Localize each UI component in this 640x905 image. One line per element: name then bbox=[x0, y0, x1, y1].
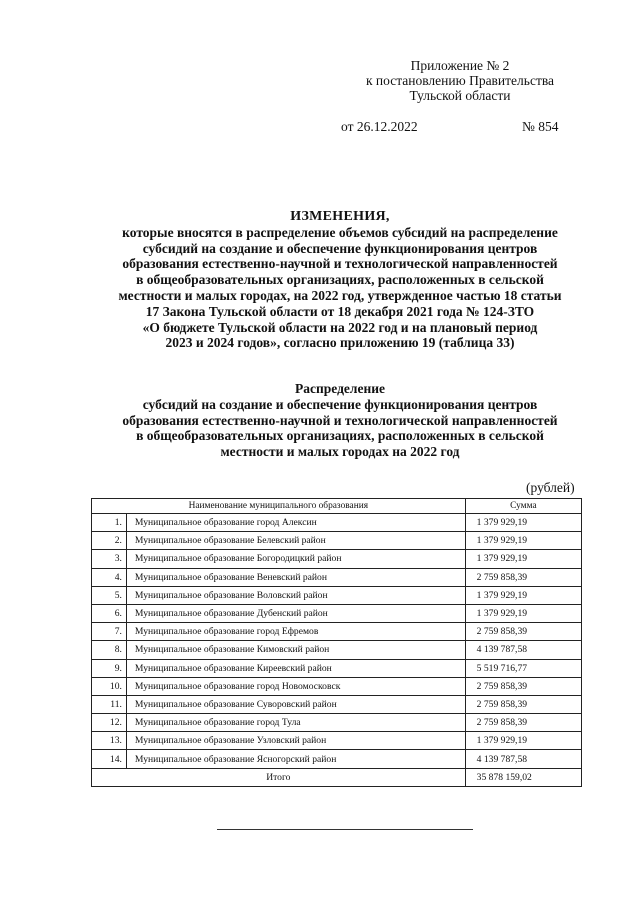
row-sum: 2 759 858,39 bbox=[465, 568, 581, 586]
total-label: Итого bbox=[92, 768, 466, 786]
row-sum: 2 759 858,39 bbox=[465, 695, 581, 713]
table-row bbox=[92, 732, 582, 750]
row-number: 10. bbox=[92, 677, 127, 695]
table-total-row bbox=[92, 768, 582, 786]
table-row bbox=[92, 641, 582, 659]
table-row bbox=[92, 677, 582, 695]
row-name: Муниципальное образование город Алексин bbox=[126, 514, 465, 532]
row-number: 9. bbox=[92, 659, 127, 677]
row-number: 2. bbox=[92, 532, 127, 550]
row-name: Муниципальное образование Узловский район bbox=[126, 732, 465, 750]
row-number: 5. bbox=[92, 586, 127, 604]
changes-heading-line: местности и малых городах, на 2022 год, утвержденное частью 18 статьи bbox=[118, 287, 562, 303]
appendix-header bbox=[340, 58, 580, 103]
changes-heading-line: субсидий на создание и обеспечение функционирования центров bbox=[142, 240, 538, 256]
table-row bbox=[92, 604, 582, 622]
header-sum: Сумма bbox=[465, 499, 581, 514]
row-name: Муниципальное образование Веневский район bbox=[126, 568, 465, 586]
row-sum: 2 759 858,39 bbox=[465, 714, 581, 732]
table-header-row bbox=[92, 499, 582, 514]
changes-heading-line: 2023 и 2024 годов», согласно приложению 19 (таблица 33) bbox=[165, 335, 515, 351]
row-number: 8. bbox=[92, 641, 127, 659]
row-name: Муниципальное образование Воловский район bbox=[126, 586, 465, 604]
row-sum: 4 139 787,58 bbox=[465, 750, 581, 768]
appendix-reference: к постановлению Правительства bbox=[365, 73, 555, 88]
distribution-heading-line: местности и малых городах на 2022 год bbox=[220, 444, 460, 460]
row-sum: 4 139 787,58 bbox=[465, 641, 581, 659]
changes-heading-line: 17 Закона Тульской области от 18 декабря 2021 года № 124-ЗТО bbox=[145, 303, 535, 319]
table-row bbox=[92, 695, 582, 713]
row-sum: 1 379 929,19 bbox=[465, 586, 581, 604]
row-name: Муниципальное образование Дубенский район bbox=[126, 604, 465, 622]
row-sum: 1 379 929,19 bbox=[465, 514, 581, 532]
row-number: 4. bbox=[92, 568, 127, 586]
appendix-number: Приложение № 2 bbox=[410, 58, 510, 73]
changes-heading-line: которые вносятся в распределение объемов субсидий на распределение bbox=[122, 224, 558, 240]
closing-divider bbox=[217, 829, 473, 830]
table-row bbox=[92, 586, 582, 604]
row-sum: 5 519 716,77 bbox=[465, 659, 581, 677]
table-row bbox=[92, 532, 582, 550]
row-name: Муниципальное образование город Тула bbox=[126, 714, 465, 732]
units-label: (рублей) bbox=[526, 480, 575, 495]
decree-number: № 854 bbox=[522, 119, 559, 134]
row-sum: 2 759 858,39 bbox=[465, 623, 581, 641]
distribution-heading bbox=[80, 381, 600, 460]
table-row bbox=[92, 623, 582, 641]
table-row bbox=[92, 514, 582, 532]
row-number: 11. bbox=[92, 695, 127, 713]
changes-heading-line: «О бюджете Тульской области на 2022 год и на плановый период bbox=[142, 319, 538, 335]
table-row bbox=[92, 750, 582, 768]
distribution-heading-line: субсидий на создание и обеспечение функционирования центров bbox=[142, 396, 538, 412]
row-number: 14. bbox=[92, 750, 127, 768]
total-sum: 35 878 159,02 bbox=[465, 768, 581, 786]
distribution-table bbox=[91, 498, 582, 787]
appendix-region: Тульской области bbox=[409, 88, 511, 103]
decree-date: от 26.12.2022 bbox=[341, 119, 418, 134]
table-row bbox=[92, 714, 582, 732]
row-number: 13. bbox=[92, 732, 127, 750]
row-number: 12. bbox=[92, 714, 127, 732]
row-number: 7. bbox=[92, 623, 127, 641]
row-name: Муниципальное образование Белевский район bbox=[126, 532, 465, 550]
row-sum: 1 379 929,19 bbox=[465, 732, 581, 750]
distribution-title: Распределение bbox=[294, 381, 386, 396]
row-sum: 1 379 929,19 bbox=[465, 604, 581, 622]
table-row bbox=[92, 659, 582, 677]
row-number: 3. bbox=[92, 550, 127, 568]
changes-heading-line: в общеобразовательных организациях, расположенных в сельской bbox=[136, 272, 544, 288]
table-row bbox=[92, 550, 582, 568]
changes-title: ИЗМЕНЕНИЯ, bbox=[290, 209, 390, 224]
changes-heading-line: образования естественно-научной и технологической направленностей bbox=[122, 256, 558, 272]
row-sum: 2 759 858,39 bbox=[465, 677, 581, 695]
distribution-heading-line: в общеобразовательных организациях, расположенных в сельской bbox=[136, 428, 544, 444]
row-name: Муниципальное образование Киреевский район bbox=[126, 659, 465, 677]
row-name: Муниципальное образование город Новомосковск bbox=[126, 677, 465, 695]
row-sum: 1 379 929,19 bbox=[465, 550, 581, 568]
row-name: Муниципальное образование Кимовский район bbox=[126, 641, 465, 659]
row-name: Муниципальное образование Ясногорский район bbox=[126, 750, 465, 768]
distribution-heading-line: образования естественно-научной и технологической направленностей bbox=[122, 412, 558, 428]
row-name: Муниципальное образование Богородицкий район bbox=[126, 550, 465, 568]
row-number: 1. bbox=[92, 514, 127, 532]
header-name: Наименование муниципального образования bbox=[92, 499, 466, 514]
row-sum: 1 379 929,19 bbox=[465, 532, 581, 550]
row-name: Муниципальное образование Суворовский район bbox=[126, 695, 465, 713]
table-row bbox=[92, 568, 582, 586]
row-number: 6. bbox=[92, 604, 127, 622]
changes-heading bbox=[80, 209, 600, 351]
row-name: Муниципальное образование город Ефремов bbox=[126, 623, 465, 641]
